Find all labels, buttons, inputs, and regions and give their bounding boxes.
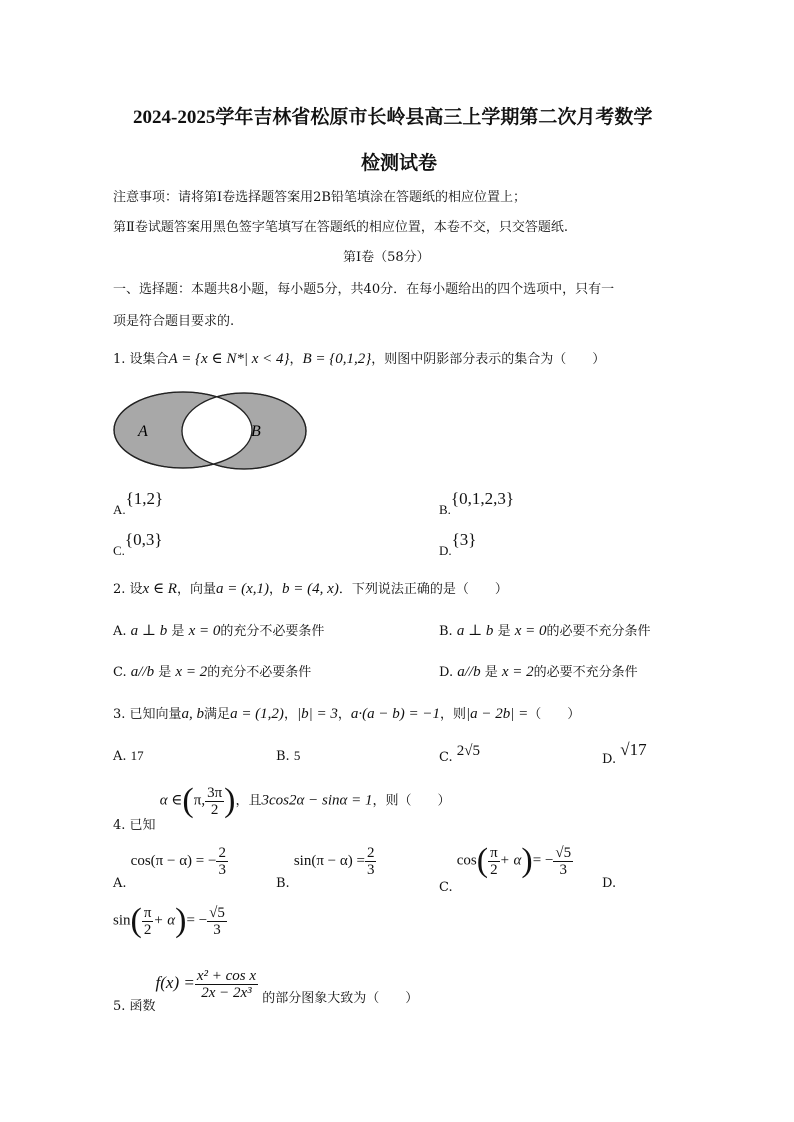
q2-option-a-cond: x = 0: [188, 623, 221, 639]
q4-option-d-den1: 2: [143, 921, 152, 938]
notice-line-1: 注意事项：请将第Ⅰ卷选择题答案用2B铅笔填涂在答题纸的相应位置上；: [113, 190, 526, 205]
q4-frac-num: 3π: [207, 784, 223, 801]
section1-line-2: 项是符合题目要求的.: [113, 314, 235, 329]
q2-option-b[interactable]: [439, 620, 651, 640]
q2-suffix: ．下列说法正确的是（ ）: [338, 582, 508, 597]
q1-option-a-label: A.: [113, 502, 126, 517]
q4-eq: 3cos2α − sinα = 1: [261, 792, 373, 809]
q4-option-d-label: D.: [602, 876, 617, 891]
q2-option-a-label: A.: [113, 624, 127, 639]
q4-option-c-den1: 2: [490, 861, 498, 878]
venn-label-b: B: [251, 423, 261, 440]
q2-cond: x ∈ R: [142, 581, 177, 597]
q4-option-c[interactable]: C. cos( $\frac{\pi}{2}$ + α)= − $\frac{√5}{3}$: [439, 842, 572, 895]
q4-option-c-eq: = −: [532, 852, 554, 869]
q1-comma: ，: [289, 352, 303, 367]
q2-option-a-is: 是: [171, 624, 185, 639]
q4-option-b-num: 2: [366, 845, 375, 861]
q4-option-d-num1: π: [143, 904, 152, 921]
venn-diagram: [110, 380, 310, 476]
q3-mid2: ，则: [439, 707, 466, 722]
q3-prefix: 3. 已知向量: [113, 707, 182, 722]
q5-num: x² + cos x: [196, 968, 257, 984]
q3-option-d-label: D.: [602, 752, 617, 767]
q3-option-d-text: √17: [620, 740, 647, 759]
q4-option-b-left: sin(π − α) =: [293, 853, 365, 869]
q2-option-a[interactable]: [113, 620, 324, 640]
q3-eq3: a·(a − b) = −1: [350, 706, 440, 722]
q4-suffix: ，则（ ）: [372, 793, 451, 809]
q2-option-d-expr: a//b: [457, 664, 481, 680]
q5-den: 2x − 2x³: [201, 985, 252, 1001]
q2-option-c-expr: a//b: [130, 664, 155, 680]
q4-option-a-left: cos(π − α) = −: [130, 853, 217, 869]
q3-option-c-text: 2√5: [456, 743, 480, 759]
q2-option-b-is: 是: [497, 624, 511, 639]
q4-option-d-eq: = −: [186, 912, 208, 929]
q1-option-a-text: {1,2}: [125, 489, 164, 508]
q1-set-b: B = {0,1,2}: [302, 351, 372, 367]
q4-option-c-num1: π: [490, 844, 498, 861]
q1-option-b[interactable]: [439, 489, 514, 518]
q2-option-c-label: C.: [113, 665, 127, 680]
q2-comma: ，: [269, 582, 283, 597]
q4-option-b[interactable]: [276, 845, 376, 891]
q2-option-d-label: D.: [439, 665, 454, 680]
q4-option-d-fn: sin: [113, 912, 131, 929]
q1-option-d[interactable]: [439, 530, 476, 559]
q2-option-a-expr: a ⊥ b: [130, 623, 168, 639]
q5-prefix: 5. 函数: [113, 999, 156, 1014]
q4-option-a-label: A.: [113, 876, 127, 891]
q5-fx: f(x) =: [155, 973, 195, 992]
q3-c2: ，: [337, 707, 351, 722]
q2-option-d-cond: x = 2: [501, 664, 534, 680]
q1-option-d-label: D.: [439, 543, 452, 558]
q2-mid: ，向量: [176, 582, 216, 597]
q2-option-c-cond: x = 2: [175, 664, 208, 680]
q3-c1: ，: [283, 707, 297, 722]
q1-suffix: ，则图中阴影部分表示的集合为（ ）: [371, 352, 606, 367]
q3-option-c[interactable]: [439, 743, 480, 765]
question-5-stem: [113, 968, 419, 1014]
q3-option-a-text: 17: [130, 748, 144, 763]
q4-option-b-label: B.: [276, 876, 290, 891]
q4-option-c-fn: cos: [456, 852, 477, 869]
page-subtitle: 检测试卷: [361, 153, 438, 174]
q1-option-c-label: C.: [113, 543, 125, 558]
q1-option-b-label: B.: [439, 502, 451, 517]
notice-line-2: 第Ⅱ卷试题答案用黑色签字笔填写在答题纸的相应位置，本卷不交，只交答题纸.: [113, 220, 568, 235]
q3-ask: |a − 2b| =: [465, 706, 529, 722]
q4-option-b-den: 3: [366, 862, 375, 878]
q3-vecs: a, b: [181, 706, 205, 722]
q1-option-c[interactable]: [113, 530, 163, 559]
q2-option-b-label: B.: [439, 624, 453, 639]
question-3-stem: [113, 703, 580, 723]
q4-frac-den: 2: [210, 801, 219, 818]
q2-option-b-cond: x = 0: [514, 623, 547, 639]
q4-option-c-num2: √5: [555, 844, 572, 861]
q3-option-a-label: A.: [113, 749, 127, 764]
section1-line-1: 一、选择题：本题共8小题，每小题5分，共40分．在每小题给出的四个选项中，只有一: [113, 282, 615, 297]
q4-option-a-den: 3: [218, 862, 226, 878]
q4-option-c-plus: + α: [499, 852, 522, 869]
q4-alpha-in: α ∈: [159, 792, 183, 809]
q1-option-c-text: {0,3}: [124, 530, 163, 549]
q3-option-a[interactable]: [113, 748, 144, 764]
q4-option-d-den2: 3: [213, 921, 221, 938]
q3-option-b-text: 5: [293, 748, 301, 763]
q2-option-d-tail: 的必要不充分条件: [533, 665, 638, 680]
q3-option-b[interactable]: [276, 748, 300, 764]
q5-suffix: 的部分图象大致为（ ）: [262, 991, 419, 1006]
q1-option-a[interactable]: [113, 489, 163, 518]
q4-prefix: 4. 已知: [113, 817, 156, 833]
page-title: 2024-2025学年吉林省松原市长岭县高三上学期第二次月考数学: [133, 107, 653, 128]
q3-option-d[interactable]: [602, 740, 647, 767]
q1-set-a: A = {x ∈ N*| x < 4}: [168, 351, 290, 367]
q1-prefix: 1. 设集合: [113, 352, 169, 367]
q4-mid: ，且: [235, 793, 262, 809]
q1-option-d-text: {3}: [451, 530, 477, 549]
q2-option-d[interactable]: [439, 661, 638, 681]
q4-option-c-den2: 3: [559, 861, 568, 878]
q4-option-c-label: C.: [439, 879, 453, 895]
q4-option-a[interactable]: [113, 845, 228, 891]
q3-eq1: a = (1,2): [230, 706, 284, 722]
question-2-stem: [113, 578, 508, 598]
q3-option-c-label: C.: [439, 750, 453, 765]
q2-vec-a: a = (x,1): [216, 581, 270, 597]
q3-paren: （ ）: [528, 707, 581, 722]
part1-heading: 第Ⅰ卷（58分）: [343, 250, 430, 265]
q3-option-b-label: B.: [276, 749, 290, 764]
q4-option-d-num2: √5: [209, 904, 225, 921]
q2-option-c-tail: 的充分不必要条件: [207, 665, 312, 680]
q4-option-a-num: 2: [218, 845, 226, 861]
q3-eq2: |b| = 3: [296, 706, 338, 722]
q3-mid1: 满足: [204, 707, 231, 722]
q2-vec-b: b = (4, x): [282, 581, 339, 597]
q2-option-c[interactable]: [113, 661, 311, 681]
q2-option-b-expr: a ⊥ b: [456, 623, 494, 639]
q2-option-a-tail: 的充分不必要条件: [220, 624, 325, 639]
q4-pi: π: [193, 792, 202, 809]
q2-option-d-is: 是: [484, 665, 498, 680]
question-1-stem: [113, 348, 605, 368]
q2-prefix: 2. 设: [113, 582, 143, 597]
q2-option-c-is: 是: [158, 665, 172, 680]
venn-label-a: A: [138, 423, 148, 440]
q4-option-d[interactable]: sin( $\frac{\pi}{2}$ + α)= − $\frac{√5}{3}$: [113, 902, 225, 939]
q2-option-b-tail: 的必要不充分条件: [546, 624, 651, 639]
q4-option-d-plus: + α: [153, 912, 176, 929]
question-4-stem: 4. 已知 α ∈(π, $\frac{3\pi}{2}$ )，且3cos2α − sinα = 1，则（ ）: [113, 782, 451, 833]
q1-option-b-text: {0,1,2,3}: [450, 489, 514, 508]
